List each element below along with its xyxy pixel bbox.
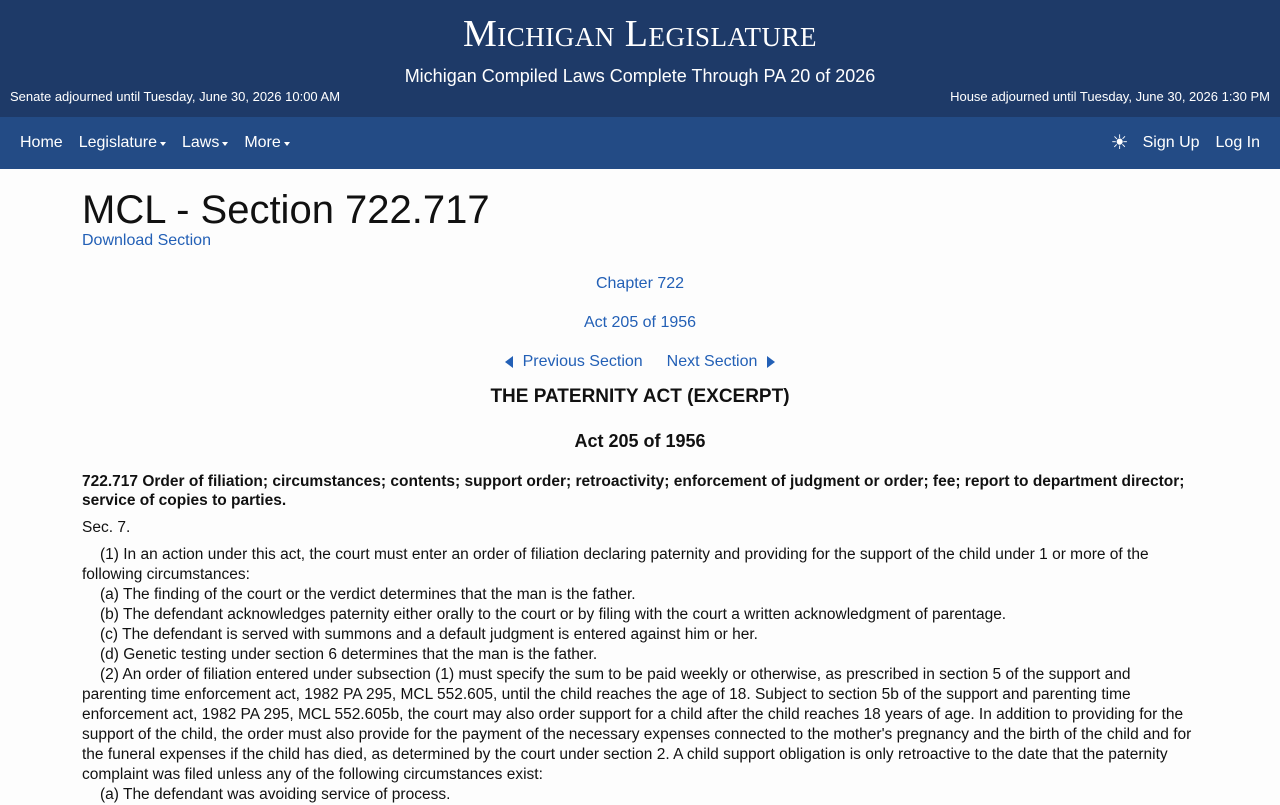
paragraph: (a) The defendant was avoiding service of process. <box>100 786 451 803</box>
log-in-link[interactable]: Log In <box>1215 134 1260 151</box>
site-title[interactable]: Michigan Legislature <box>463 13 817 55</box>
paragraph: (1) In an action under this act, the court must enter an order of filiation declaring paternity and providing for the support of the child under 1 or more of the following circumstances: <box>82 546 1149 583</box>
chevron-down-icon <box>160 142 166 146</box>
section-navigation <box>82 353 1198 371</box>
sun-icon[interactable]: ☀ <box>1110 132 1129 154</box>
act-link[interactable]: Act 205 of 1956 <box>583 314 697 331</box>
paragraph: (c) The defendant is served with summons and a default judgment is entered against him or her. <box>100 626 758 643</box>
senate-status: Senate adjourned until Tuesday, June 30, 2026 10:00 AM <box>10 89 341 104</box>
nav-home-label: Home <box>20 134 63 151</box>
act-number: Act 205 of 1956 <box>574 431 706 451</box>
chevron-down-icon <box>284 142 290 146</box>
caret-right-icon <box>767 356 775 368</box>
site-subtitle: Michigan Compiled Laws Complete Through PA 20 of 2026 <box>404 66 876 86</box>
paragraph: (a) The finding of the court or the verdict determines that the man is the father. <box>100 586 636 603</box>
nav-more-label: More <box>244 134 281 151</box>
main-navbar <box>0 117 1280 169</box>
caret-left-icon <box>505 356 513 368</box>
next-section-label: Next Section <box>666 353 758 370</box>
nav-account <box>1111 133 1260 153</box>
next-section-link[interactable] <box>667 353 776 371</box>
sign-up-link[interactable]: Sign Up <box>1142 134 1200 151</box>
nav-home[interactable] <box>20 134 63 152</box>
act-title: THE PATERNITY ACT (EXCERPT) <box>490 386 790 407</box>
section-heading: 722.717 Order of filiation; circumstances; contents; support order; retroactivity; enforcement of judgment or order; fee; report to department director; service of copies to parties. <box>82 473 1185 509</box>
house-status: House adjourned until Tuesday, June 30, 2026 1:30 PM <box>950 89 1270 104</box>
nav-legislature[interactable] <box>79 134 166 152</box>
section-body <box>82 545 1198 805</box>
download-section-link[interactable]: Download Section <box>82 232 211 249</box>
paragraph: (2) An order of filiation entered under subsection (1) must specify the sum to be paid weekly or otherwise, as prescribed in section 5 of the support and parenting time enforcement act, 1982 PA 295, MCL 552.605, until the child reaches the age of 18. Subject to section 5b of the support and parenting time enforcement act, 1982 PA 295, MCL 552.605b, the court may also order support for a child after the child reaches 18 years of age. In addition to providing for the support of the child, the order must also provide for the payment of the necessary expenses connected to the mother's pregnancy and the birth of the child and for the funeral expenses if the child has died, as determined by the court under section 2. A child support obligation is only retroactive to the date that the paternity complaint was filed unless any of the following circumstances exist: <box>82 666 1192 783</box>
nav-legislature-label: Legislature <box>78 134 157 151</box>
previous-section-label: Previous Section <box>522 353 643 370</box>
site-header <box>0 0 1280 117</box>
paragraph: (b) The defendant acknowledges paternity either orally to the court or by filing with the court a written acknowledgment of parentage. <box>100 606 1007 623</box>
main-content <box>0 169 1280 805</box>
page-title: MCL - Section 722.717 <box>82 188 490 232</box>
chevron-down-icon <box>222 142 228 146</box>
previous-section-link[interactable] <box>505 353 643 371</box>
paragraph: (d) Genetic testing under section 6 determines that the man is the father. <box>100 646 598 663</box>
sec-label: Sec. 7. <box>82 519 131 536</box>
nav-more[interactable] <box>244 134 289 152</box>
nav-laws-label: Laws <box>181 134 220 151</box>
nav-laws[interactable] <box>182 134 228 152</box>
chapter-link[interactable]: Chapter 722 <box>595 275 685 292</box>
